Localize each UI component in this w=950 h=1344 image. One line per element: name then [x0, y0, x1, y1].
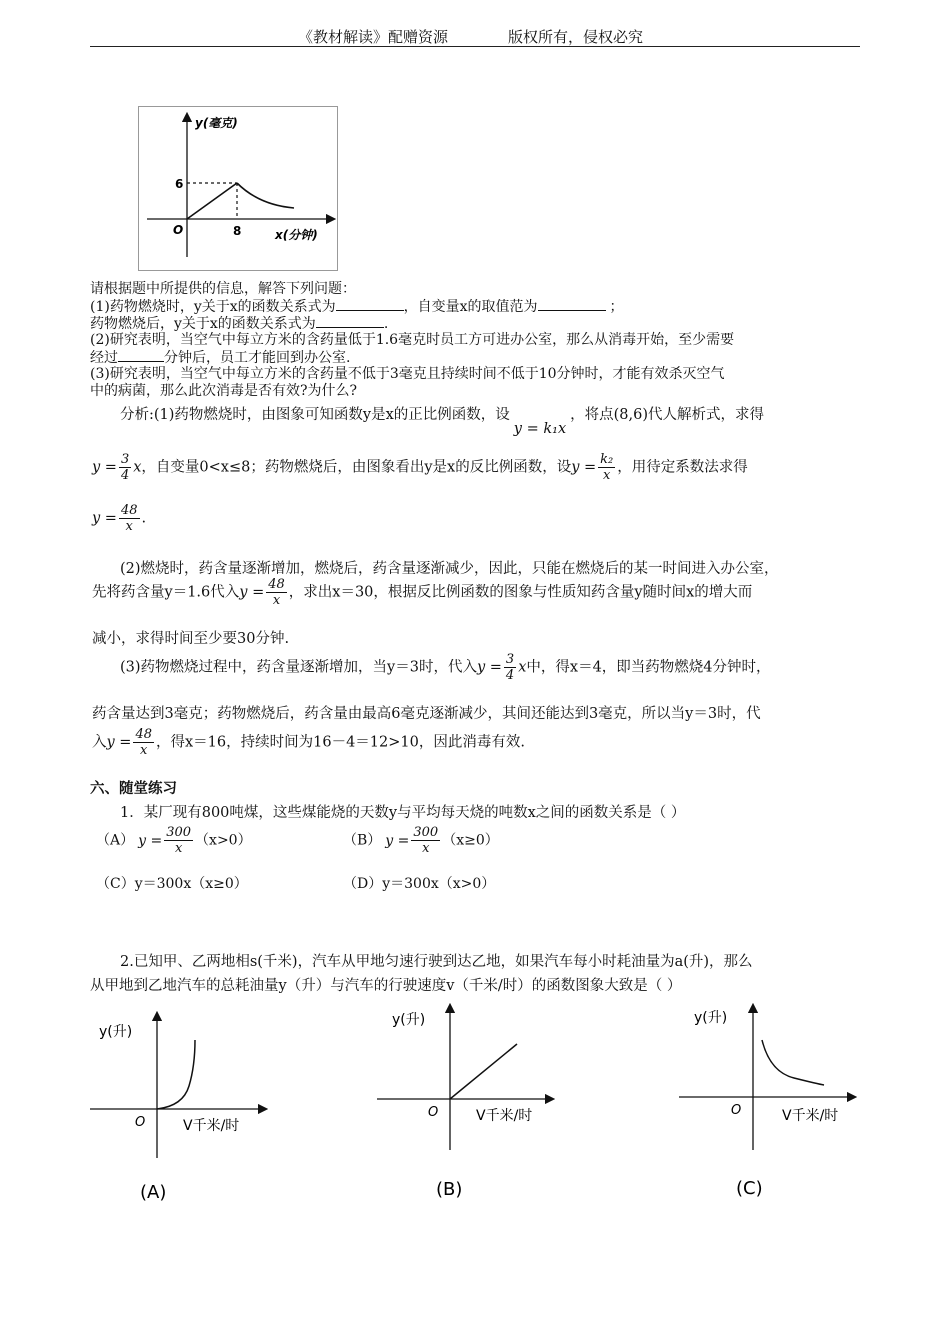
problem-q2-line2 [90, 349, 350, 367]
p2-num: 3 [120, 452, 130, 467]
analysis-p6: 减小，求得时间至少要30分钟. [92, 631, 290, 647]
opt-b-label: （B） [343, 832, 382, 849]
exercise-2-line2: 从甲地到乙地汽车的总耗油量y（升）与汽车的行驶速度v（千米/时）的函数图象大致是（ ） [90, 978, 682, 994]
p7-num: 3 [505, 652, 515, 667]
graph-c-y-label: y(升) [694, 1010, 728, 1026]
p2-k-y: y = [571, 459, 597, 476]
opt-b-fraction [411, 825, 440, 856]
graph-c-caption: (C) [736, 1178, 763, 1199]
p3-den: x [125, 519, 133, 534]
q2-blank[interactable] [118, 349, 164, 362]
graph-c-origin: O [731, 1103, 742, 1118]
opt-a-den: x [174, 841, 183, 856]
p9-y: y = [106, 734, 132, 751]
analysis-p9 [92, 727, 525, 758]
problem-q1-line1 [90, 298, 624, 316]
analysis-p8: 药含量达到3毫克；药物燃烧后，药含量由最高6毫克逐渐减少，其间还能达到3毫克，所以当y＝3时，代 [92, 706, 761, 722]
p3-fraction [119, 503, 140, 534]
p5-b: ，求出x＝30，根据反比例函数的图象与性质知药含量y随时间x的增大而 [288, 584, 753, 601]
graph-a-origin: O [135, 1115, 146, 1130]
analysis-p1 [120, 403, 765, 437]
p7-den: 4 [505, 668, 515, 683]
p2-x: x [133, 459, 142, 476]
analysis-p4: (2)燃烧时，药含量逐渐增加，燃烧后，药含量逐渐减少，因此，只能在燃烧后的某一时间进入办公室， [120, 561, 779, 577]
opt-a-label: （A） [96, 832, 135, 849]
p5-num: 48 [268, 577, 285, 592]
analysis-p1-eq: y = k₁x [513, 421, 567, 437]
p9-a: 入 [92, 734, 107, 751]
q1-blank-1[interactable] [336, 298, 404, 311]
p9-b: ，得x＝16，持续时间为16－4＝12>10，因此消毒有效. [156, 734, 525, 751]
graph-b-y-label: y(升) [392, 1012, 426, 1028]
problem-q3-line2: 中的病菌，那么此次消毒是否有效?为什么? [90, 383, 358, 399]
p3-end: . [141, 510, 147, 527]
q1-text-c: ； [609, 299, 624, 315]
graph-y-label: y(毫克) [195, 116, 238, 130]
p3-num: 48 [120, 503, 138, 518]
analysis-p5 [92, 577, 752, 608]
opt-b-num: 300 [413, 825, 439, 840]
opt-b-cond: （x≥0） [442, 832, 499, 849]
exercise-1-option-a [96, 825, 252, 856]
graph-c-x-label: V千米/时 [782, 1108, 839, 1124]
graph-b-origin: O [428, 1105, 439, 1120]
opt-a-cond: （x>0） [195, 832, 252, 849]
exercise-2-line1: 2.已知甲、乙两地相s(千米)，汽车从甲地匀速行驶到达乙地，如果汽车每小时耗油量为a(升)，那么 [120, 954, 753, 970]
exercise-1-option-d: （D）y＝300x（x>0） [343, 876, 496, 892]
graph-c-curve [762, 1040, 824, 1085]
option-graph-b [372, 1000, 562, 1205]
graph-tick-y: 6 [175, 177, 184, 191]
header-right-text: 版权所有，侵权必究 [508, 28, 644, 46]
p7-x: x [518, 659, 527, 676]
analysis-p1-a: 分析:(1)药物燃烧时，由图象可知函数y是x的正比例函数，设 [120, 407, 510, 423]
exercise-1-option-c: （C）y＝300x（x≥0） [96, 876, 248, 892]
header-left-text: 《教材解读》配赠资源 [298, 28, 449, 46]
p5-fraction [266, 577, 287, 608]
q1-text-a: (1)药物燃烧时，y关于x的函数关系式为 [90, 299, 336, 315]
p2-y: y = [92, 459, 117, 476]
analysis-p2 [92, 452, 748, 483]
p2-a: ，自变量0<x≤8；药物燃烧后，由图象看出y是x的反比例函数，设 [141, 459, 572, 476]
drug-graph-svg [139, 107, 337, 270]
p2-k-fraction [598, 452, 615, 483]
linear-segment [187, 183, 237, 219]
problem-q3-line1: (3)研究表明，当空气中每立方米的含药量不低于3毫克且持续时间不低于10分钟时，才能有效杀灭空气 [90, 366, 725, 382]
q1-text-b: ，自变量x的取值范为 [403, 299, 538, 315]
p3-y: y = [92, 510, 117, 527]
opt-a-fraction [164, 825, 193, 856]
p7-fraction [504, 652, 516, 683]
exercise-1-option-b [343, 825, 499, 856]
graph-a-y-label: y(升) [99, 1024, 133, 1040]
p2-b: ，用待定系数法求得 [617, 459, 748, 476]
opt-a-num: 300 [166, 825, 192, 840]
graph-b-caption: (B) [436, 1179, 463, 1200]
option-graph-a [85, 1008, 275, 1213]
graph-a-x-label: V千米/时 [183, 1118, 240, 1134]
opt-b-y: y = [385, 832, 410, 849]
section-title: 六、随堂练习 [90, 780, 177, 797]
analysis-p1-b: ，将点(8,6)代人解析式，求得 [570, 407, 765, 423]
analysis-p7 [120, 652, 771, 683]
problem-q1-line2 [90, 315, 388, 333]
analysis-p3 [92, 503, 146, 534]
q2-text-c: 分钟后，员工才能回到办公室. [164, 350, 351, 366]
graph-origin: O [173, 223, 184, 237]
p9-fraction [133, 727, 154, 758]
graph-tick-x: 8 [233, 224, 242, 238]
p7-y: y = [476, 659, 502, 676]
p5-a: 先将药含量y＝1.6代入 [92, 584, 240, 601]
problem-q2-line1: (2)研究表明，当空气中每立方米的含药量低于1.6毫克时员工方可进办公室，那么从消毒开始，至少需要 [90, 332, 735, 348]
opt-a-y: y = [138, 832, 163, 849]
inverse-curve [237, 183, 294, 208]
graph-b-x-label: V千米/时 [476, 1108, 533, 1124]
p9-den: x [140, 743, 148, 758]
drug-concentration-graph [138, 106, 338, 271]
q1-text-d: 药物燃烧后，y关于x的函数关系式为 [90, 316, 316, 332]
p5-y: y = [239, 584, 265, 601]
q1-blank-2[interactable] [538, 298, 606, 311]
p2-fraction [119, 452, 131, 483]
graph-a-curve [157, 1040, 195, 1109]
problem-intro: 请根据题中所提供的信息，解答下列问题： [90, 281, 356, 297]
option-graph-c [674, 1000, 864, 1205]
graph-b-line [450, 1044, 517, 1099]
p2-k-den: x [603, 468, 611, 483]
opt-b-den: x [422, 841, 430, 856]
graph-x-label: x(分钟) [275, 228, 318, 242]
graph-a-caption: (A) [140, 1182, 167, 1203]
p7-b: 中，得x＝4，即当药物燃烧4分钟时， [526, 659, 771, 676]
p2-den: 4 [120, 468, 130, 483]
exercise-1-question: 1．某厂现有800吨煤，这些煤能烧的天数y与平均每天烧的吨数x之间的函数关系是（ ） [120, 805, 686, 821]
q2-text-b: 经过 [90, 350, 118, 366]
p2-k-num: k₂ [600, 452, 614, 467]
q1-blank-3[interactable] [316, 315, 384, 328]
page-header [90, 26, 860, 47]
p5-den: x [272, 593, 281, 608]
p9-num: 48 [135, 727, 152, 742]
q1-text-e: . [383, 316, 389, 332]
p7-a: (3)药物燃烧过程中，药含量逐渐增加，当y＝3时，代入 [120, 659, 477, 676]
